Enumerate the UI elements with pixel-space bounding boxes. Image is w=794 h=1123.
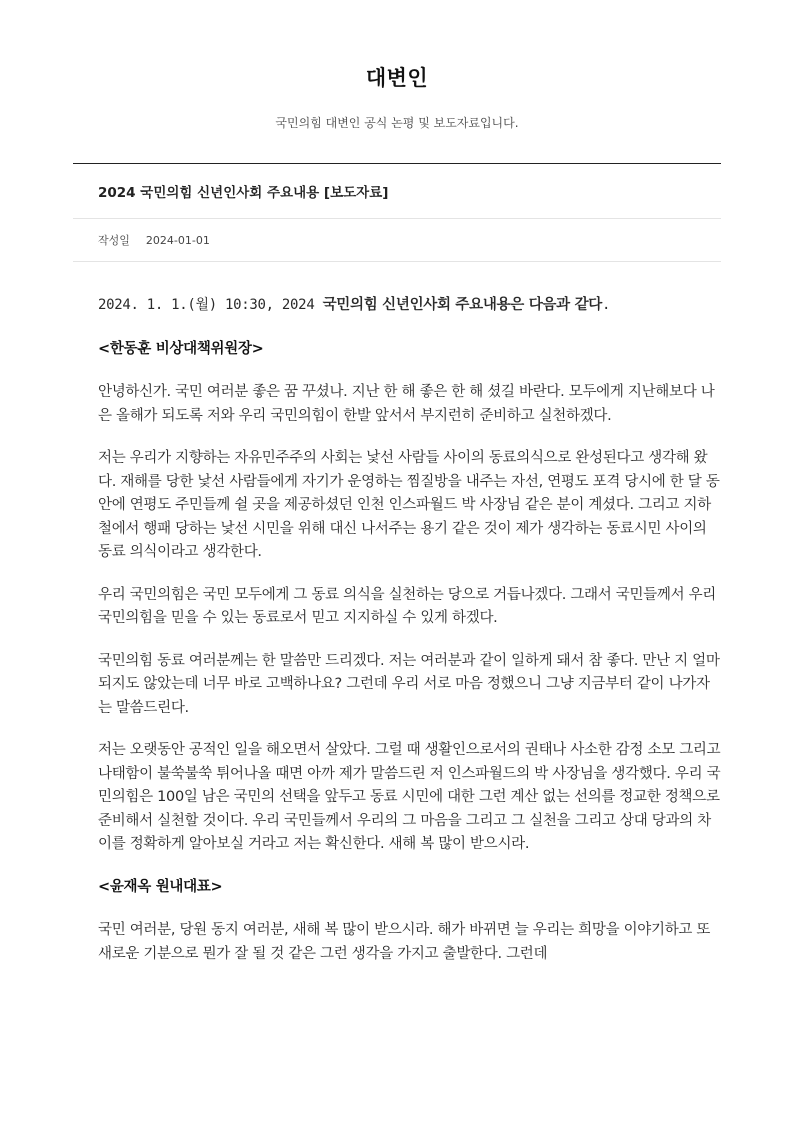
- post-content: [73, 262, 721, 966]
- paragraph: 저는 우리가 지향하는 자유민주주의 사회는 낯선 사람들 사이의 동료의식으로 완성된다고 생각해 왔다. 재해를 당한 낯선 사람들에게 자기가 운영하는 찜질방을 내주는 자선, 연평도 포격 당시에 한 달 동안에 연평도 주민들께 쉴 곳을 제공하셨던 인천 인스파월드 박 사장님 같은 분이 계셨다. 그리고 지하철에서 행패 당하는 낯선 시민을 위해 대신 나서주는 용기 같은 것이 제가 생각하는 동료시민 사이의 동료 의식이라고 생각한다.: [98, 450, 720, 560]
- paragraph: 저는 오랫동안 공적인 일을 해오면서 살았다. 그럴 때 생활인으로서의 권태나 사소한 감정 소모 그리고 나태함이 불쑥불쑥 튀어나올 때면 아까 제가 말씀드린 저 인스파월드의 박 사장님을 생각했다. 우리 국민의힘은 100일 남은 국민의 선택을 앞두고 동료 시민에 대한 그런 계산 없는 선의를 정교한 정책으로 준비해서 실천할 것이다. 우리 국민들께서 우리의 그 마음을 그리고 그 실천을 그리고 상대 당과의 차이를 정확하게 알아보실 거라고 저는 확신한다. 새해 복 많이 받으시라.: [98, 742, 721, 852]
- intro-paragraph: [98, 294, 721, 318]
- post: [73, 163, 721, 985]
- section-heading-chair: <한동훈 비상대책위원장>: [98, 340, 264, 357]
- post-meta: [73, 219, 721, 262]
- site-header: [0, 0, 794, 131]
- paragraph: 안녕하신가. 국민 여러분 좋은 꿈 꾸셨나. 지난 한 해 좋은 한 해 셨길 바란다. 모두에게 지난해보다 나은 올해가 되도록 저와 우리 국민의힘이 한발 앞서서 부지런히 준비하고 실천하겠다.: [98, 384, 715, 424]
- intro-bold: 국민의힘 신년인사회 주요내용은 다음과 같다: [322, 297, 603, 313]
- paragraph: 국민의힘 동료 여러분께는 한 말씀만 드리겠다. 저는 여러분과 같이 일하게 돼서 참 좋다. 만난 지 얼마 되지도 않았는데 너무 바로 고백하나요? 그런데 우리 서로 마음 정했으니 그냥 지금부터 같이 나가자는 말씀드린다.: [98, 652, 720, 716]
- section-heading-floor-leader: <윤재옥 원내대표>: [98, 878, 223, 895]
- post-date: 2024-01-01: [145, 233, 210, 247]
- site-subtitle: 국민의힘 대변인 공식 논평 및 보도자료입니다.: [275, 116, 519, 130]
- paragraph: 우리 국민의힘은 국민 모두에게 그 동료 의식을 실천하는 당으로 거듭나겠다. 그래서 국민들께서 우리 국민의힘을 믿을 수 있는 동료로서 믿고 지지하실 수 있게 하겠다.: [98, 586, 717, 626]
- paragraph: 국민 여러분, 당원 동지 여러분, 새해 복 많이 받으시라. 해가 바뀌면 늘 우리는 희망을 이야기하고 또 새로운 기분으로 뭔가 잘 될 것 같은 그런 생각을 가지고 출발한다. 그런데: [98, 922, 711, 962]
- intro-suffix: .: [602, 297, 611, 313]
- post-title: 2024 국민의힘 신년인사회 주요내용 [보도자료]: [73, 164, 721, 219]
- site-title[interactable]: 대변인: [365, 66, 429, 90]
- intro-prefix: 2024. 1. 1.(월) 10:30, 2024: [98, 297, 323, 313]
- date-label: 작성일: [98, 234, 130, 247]
